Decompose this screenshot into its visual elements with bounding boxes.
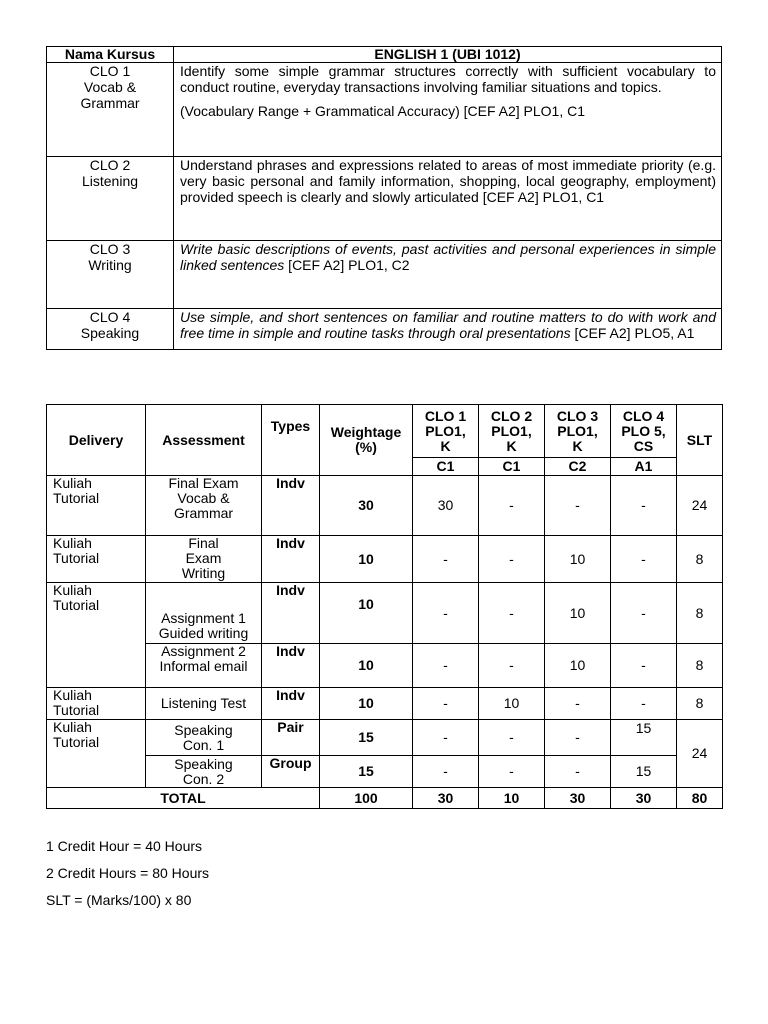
clo-description-cell [174, 157, 722, 241]
delivery-line: Tutorial [53, 490, 100, 506]
clo-row-1 [47, 63, 722, 157]
table-row [47, 720, 723, 756]
total-clo4: 30 [611, 788, 677, 809]
clo2-cell: - [479, 756, 545, 788]
header-slt: SLT [677, 405, 723, 476]
clo-description [180, 241, 716, 273]
slt-cell: 8 [677, 583, 723, 644]
clo2-cell: - [479, 476, 545, 536]
type-cell: Indv [262, 644, 320, 688]
clo1-cell: - [413, 756, 479, 788]
clo-description-cell [174, 241, 722, 309]
delivery-cell [47, 536, 146, 583]
type-cell: Pair [262, 720, 320, 756]
clo-row-4 [47, 309, 722, 350]
clo4-cell: - [611, 644, 677, 688]
course-table [46, 46, 722, 350]
clo3-cell: 10 [545, 583, 611, 644]
course-title: ENGLISH 1 (UBI 1012) [174, 47, 722, 63]
total-slt: 80 [677, 788, 723, 809]
weight-cell: 10 [320, 583, 413, 644]
table-row [47, 688, 723, 720]
header-clo1-level: C1 [413, 458, 479, 476]
header-types: Types [262, 405, 320, 476]
total-label: TOTAL [47, 788, 320, 809]
type-cell: Indv [262, 688, 320, 720]
clo-description-cell [174, 309, 722, 350]
clo4-cell: - [611, 688, 677, 720]
clo1-cell: - [413, 644, 479, 688]
clo1-cell: - [413, 536, 479, 583]
header-weightage: Weightage (%) [320, 405, 413, 476]
total-row [47, 788, 723, 809]
delivery-line: Kuliah [53, 719, 92, 735]
assessment-name: Speaking Con. 1 [146, 720, 262, 756]
table-row [47, 644, 723, 688]
clo-area: Writing [88, 257, 132, 273]
clo3-cell: - [545, 476, 611, 536]
clo-area: Vocab & Grammar [80, 79, 140, 111]
delivery-line: Tutorial [53, 734, 100, 750]
assessment-name: Final Exam Vocab & Grammar [146, 476, 262, 536]
clo-id-cell [47, 157, 174, 241]
slt-cell: 8 [677, 688, 723, 720]
clo1-cell: - [413, 688, 479, 720]
slt-cell: 8 [677, 536, 723, 583]
delivery-line: Tutorial [53, 702, 100, 718]
total-clo1: 30 [413, 788, 479, 809]
delivery-cell [47, 583, 146, 688]
clo3-cell: 10 [545, 644, 611, 688]
delivery-cell [47, 720, 146, 788]
clo-area: Speaking [80, 325, 140, 341]
clo4-cell: - [611, 583, 677, 644]
clo-id-cell [47, 63, 174, 157]
total-clo2: 10 [479, 788, 545, 809]
clo-id-cell [47, 241, 174, 309]
header-clo1: CLO 1 PLO1, K [413, 405, 479, 458]
header-clo4-level: A1 [611, 458, 677, 476]
clo4-cell: - [611, 476, 677, 536]
weight-cell: 15 [320, 720, 413, 756]
clo-code: CLO 2 [89, 157, 131, 173]
weight-cell: 10 [320, 688, 413, 720]
clo2-cell: - [479, 583, 545, 644]
assessment-name: Assignment 1 Guided writing [146, 583, 262, 644]
header-assessment: Assessment [146, 405, 262, 476]
assessment-name: Speaking Con. 2 [146, 756, 262, 788]
clo-description [180, 309, 716, 341]
type-cell: Group [262, 756, 320, 788]
type-cell: Indv [262, 536, 320, 583]
note-line: 2 Credit Hours = 80 Hours [46, 865, 210, 881]
clo-description-suffix: [CEF A2] PLO5, A1 [570, 325, 695, 341]
weight-cell: 15 [320, 756, 413, 788]
header-clo4: CLO 4 PLO 5, CS [611, 405, 677, 458]
note-line: 1 Credit Hour = 40 Hours [46, 838, 203, 854]
delivery-line: Tutorial [53, 597, 100, 613]
clo-id-cell [47, 309, 174, 350]
clo-description-cell [174, 63, 722, 157]
header-delivery: Delivery [47, 405, 146, 476]
clo4-cell: 15 [611, 756, 677, 788]
slt-cell: 8 [677, 644, 723, 688]
header-clo2-level: C1 [479, 458, 545, 476]
type-cell: Indv [262, 583, 320, 644]
delivery-line: Kuliah [53, 687, 92, 703]
delivery-line: Tutorial [53, 550, 100, 566]
header-row [47, 405, 723, 458]
clo3-cell: 10 [545, 536, 611, 583]
clo-code: CLO 4 [89, 309, 131, 325]
weight-cell: 30 [320, 476, 413, 536]
clo1-cell: - [413, 720, 479, 756]
course-label: Nama Kursus [47, 47, 174, 63]
table-row [47, 756, 723, 788]
header-clo3-level: C2 [545, 458, 611, 476]
assessment-name: Final Exam Writing [146, 536, 262, 583]
delivery-line: Kuliah [53, 535, 92, 551]
delivery-cell [47, 476, 146, 536]
slt-cell: 24 [677, 720, 723, 788]
clo-description-text: Use simple, and short sentences on familiar and routine matters to do with work and free time in simple and routine tasks through oral presentations [180, 309, 716, 341]
table-row [47, 536, 723, 583]
clo3-cell: - [545, 688, 611, 720]
delivery-line: Kuliah [53, 475, 92, 491]
delivery-line: Kuliah [53, 582, 92, 598]
table-row [47, 476, 723, 536]
clo4-cell: - [611, 536, 677, 583]
slt-cell: 24 [677, 476, 723, 536]
clo2-cell: - [479, 720, 545, 756]
clo3-cell: - [545, 756, 611, 788]
weight-cell: 10 [320, 536, 413, 583]
clo2-cell: 10 [479, 688, 545, 720]
delivery-cell [47, 688, 146, 720]
clo-code: CLO 3 [89, 241, 131, 257]
clo1-cell: 30 [413, 476, 479, 536]
credit-notes [46, 838, 209, 919]
course-header-row [47, 47, 722, 63]
note-line: SLT = (Marks/100) x 80 [46, 892, 192, 908]
clo-note: (Vocabulary Range + Grammatical Accuracy) [CEF A2] PLO1, C1 [180, 103, 586, 119]
table-row [47, 583, 723, 644]
clo-area: Listening [81, 173, 139, 189]
header-clo2: CLO 2 PLO1, K [479, 405, 545, 458]
weight-cell: 10 [320, 644, 413, 688]
clo2-cell: - [479, 536, 545, 583]
type-cell: Indv [262, 476, 320, 536]
clo2-cell: - [479, 644, 545, 688]
clo-description: Identify some simple grammar structures correctly with sufficient vocabulary to conduct routine, everyday transactions involving familiar situations and topics. [180, 63, 716, 95]
clo-code: CLO 1 [89, 63, 131, 79]
clo1-cell: - [413, 583, 479, 644]
clo3-cell: - [545, 720, 611, 756]
assessment-name: Assignment 2 Informal email [146, 644, 262, 688]
clo-row-2 [47, 157, 722, 241]
clo-description: Understand phrases and expressions related to areas of most immediate priority (e.g. very basic personal and family information, shopping, local geography, employment) provided speech is clearly and slowly articulated [CEF A2] PLO1, C1 [180, 157, 716, 205]
clo-description-text: Write basic descriptions of events, past activities and personal experiences in simple linked sentences [180, 241, 716, 273]
assessment-table [46, 404, 723, 809]
assessment-name: Listening Test [146, 688, 262, 720]
clo-description-suffix: [CEF A2] PLO1, C2 [284, 257, 410, 273]
clo-row-3 [47, 241, 722, 309]
header-clo3: CLO 3 PLO1, K [545, 405, 611, 458]
total-clo3: 30 [545, 788, 611, 809]
clo4-cell: 15 [611, 720, 677, 756]
total-weight: 100 [320, 788, 413, 809]
